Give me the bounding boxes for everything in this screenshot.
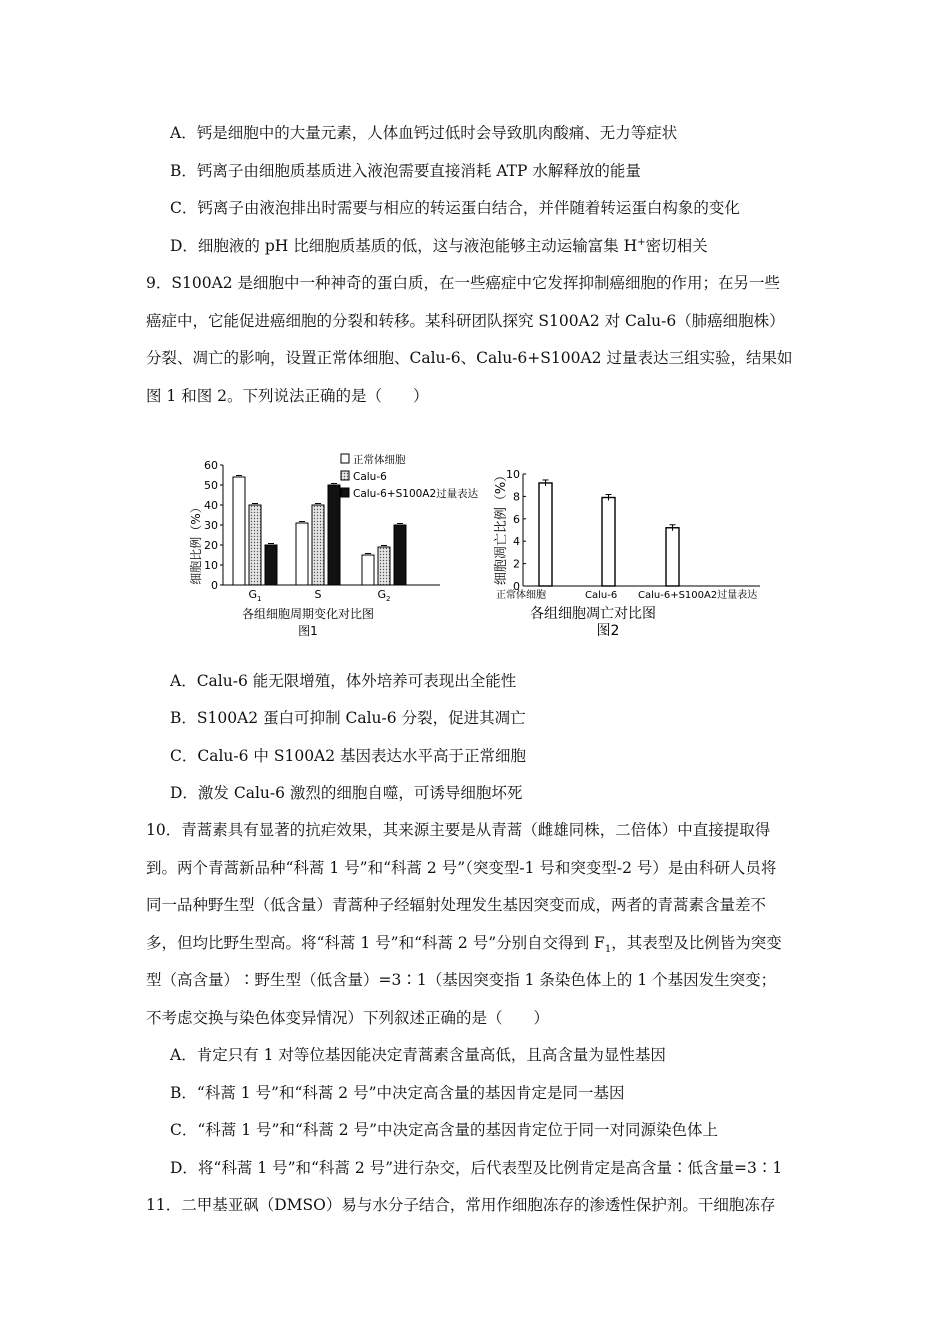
fig1-title: 各组细胞周期变化对比图: [241, 607, 375, 621]
fig2-title: 各组细胞凋亡对比图: [530, 606, 656, 622]
fig2-x-tick-label: 正常体细胞: [496, 590, 546, 601]
q9-stem-line: 癌症中，它能促进癌细胞的分裂和转移。某科研团队探究 S100A2 对 Calu-6（肺癌细胞株）: [146, 312, 785, 330]
q9-option-b: B．S100A2 蛋白可抑制 Calu-6 分裂，促进其凋亡: [170, 709, 526, 727]
q10-option-c: C．“科蒿 1 号”和“科蒿 2 号”中决定高含量的基因肯定位于同一对同源染色体上: [170, 1121, 718, 1139]
figure-2-apoptosis-chart: [490, 452, 790, 647]
q8-option-c: C．钙离子由液泡排出时需要与相应的转运蛋白结合，并伴随着转运蛋白构象的变化: [170, 199, 740, 217]
q8-option-d: D．细胞液的 pH 比细胞质基质的低，这与液泡能够主动运输富集 H+密切相关: [170, 236, 708, 255]
fig2-ylabel: 细胞凋亡比例（%）: [494, 468, 509, 586]
fig1-y-tick-label: 20: [204, 539, 218, 552]
fig1-bar: [378, 547, 390, 585]
fig2-y-tick-label: 2: [513, 557, 520, 571]
fig2-y-tick-label: 10: [506, 468, 520, 481]
fig2-bar: [666, 528, 679, 586]
q10-stem-line: 不考虑交换与染色体变异情况）下列叙述正确的是（ ）: [146, 1009, 550, 1027]
q11-stem-line: 11．二甲基亚砜（DMSO）易与水分子结合，常用作细胞冻存的渗透性保护剂。干细胞冻存: [146, 1196, 776, 1214]
fig1-bar: [296, 523, 308, 585]
q9-stem-line: 9．S100A2 是细胞中一种神奇的蛋白质，在一些癌症中它发挥抑制癌细胞的作用；在另一些: [146, 274, 781, 292]
fig2-y-tick-label: 0: [513, 580, 520, 593]
fig1-y-tick-label: 10: [204, 559, 218, 572]
q10-stem-line: 同一品种野生型（低含量）青蒿种子经辐射处理发生基因突变而成，两者的青蒿素含量差不: [146, 896, 767, 914]
q10-stem-line: 到。两个青蒿新品种“科蒿 1 号”和“科蒿 2 号”（突变型-1 号和突变型-2 号）是由科研人员将: [146, 859, 777, 877]
fig1-bar: [265, 545, 277, 585]
fig1-y-tick-label: 0: [211, 579, 218, 592]
figure-1-cell-cycle-chart: [178, 448, 478, 643]
q9-option-d: D．激发 Calu-6 激烈的细胞自噬，可诱导细胞坏死: [170, 784, 523, 802]
fig2-bar: [539, 483, 552, 586]
q8-option-a: A．钙是细胞中的大量元素，人体血钙过低时会导致肌肉酸痛、无力等症状: [170, 124, 678, 142]
q9-stem-line: 图 1 和图 2。下列说法正确的是（ ）: [146, 387, 429, 405]
fig1-caption: 图1: [298, 624, 318, 638]
fig1-x-tick-label: S: [314, 588, 322, 601]
q10-stem-line: 10．青蒿素具有显著的抗疟效果，其来源主要是从青蒿（雌雄同株，二倍体）中直接提取得: [146, 821, 771, 839]
q10-option-d: D．将“科蒿 1 号”和“科蒿 2 号”进行杂交，后代表型及比例肯定是高含量∶低含量=3∶1: [170, 1159, 783, 1177]
fig1-bar: [249, 505, 261, 585]
fig1-bar: [362, 555, 374, 585]
q10-stem-line: 多，但均比野生型高。将“科蒿 1 号”和“科蒿 2 号”分别自交得到 $F_1$，其表型及比例皆为突变: [146, 934, 782, 956]
fig1-y-tick-label: 50: [204, 479, 218, 492]
fig1-legend-swatch: [341, 488, 349, 497]
fig1-bar: [312, 505, 324, 585]
fig1-y-tick-label: 60: [204, 459, 218, 472]
fig2-y-tick-label: 4: [513, 535, 520, 549]
q8-option-b: B．钙离子由细胞质基质进入液泡需要直接消耗 ATP 水解释放的能量: [170, 162, 641, 180]
fig1-ylabel: 细胞比例（%）: [189, 501, 203, 585]
fig1-y-tick-label: 30: [204, 519, 218, 532]
fig2-bar: [602, 498, 615, 586]
fig2-caption: 图2: [596, 623, 620, 639]
fig1-bar: [233, 477, 245, 585]
fig2-x-tick-label: Calu-6: [585, 590, 618, 601]
fig1-legend-label: Calu-6+S100A2过量表达: [353, 488, 478, 500]
q10-option-a: A．肯定只有 1 对等位基因能决定青蒿素含量高低，且高含量为显性基因: [170, 1046, 666, 1064]
q10-option-b: B．“科蒿 1 号”和“科蒿 2 号”中决定高含量的基因肯定是同一基因: [170, 1084, 625, 1102]
fig1-legend-label: 正常体细胞: [353, 454, 406, 466]
fig2-x-tick-label: Calu-6+S100A2过量表达: [638, 590, 758, 601]
q9-option-a: A．Calu-6 能无限增殖，体外培养可表现出全能性: [170, 672, 517, 690]
fig1-legend-swatch: [341, 471, 349, 480]
fig1-bar: [328, 485, 340, 585]
fig1-legend-swatch: [341, 454, 349, 463]
fig1-bar: [394, 525, 406, 585]
fig1-legend-label: Calu-6: [353, 471, 387, 483]
q10-stem-line: 型（高含量）∶野生型（低含量）=3∶1（基因突变指 1 条染色体上的 1 个基因发生突变；: [146, 971, 777, 989]
fig1-x-tick-label: $G_2$: [377, 588, 391, 603]
q9-option-c: C．Calu-6 中 S100A2 基因表达水平高于正常细胞: [170, 747, 527, 765]
fig1-x-tick-label: $G_1$: [248, 588, 262, 603]
fig1-y-tick-label: 40: [204, 499, 218, 512]
fig2-y-tick-label: 6: [513, 512, 520, 526]
q9-stem-line: 分裂、凋亡的影响，设置正常体细胞、Calu-6、Calu-6+S100A2 过量表达三组实验，结果如: [146, 349, 793, 367]
fig2-y-tick-label: 8: [513, 490, 520, 504]
